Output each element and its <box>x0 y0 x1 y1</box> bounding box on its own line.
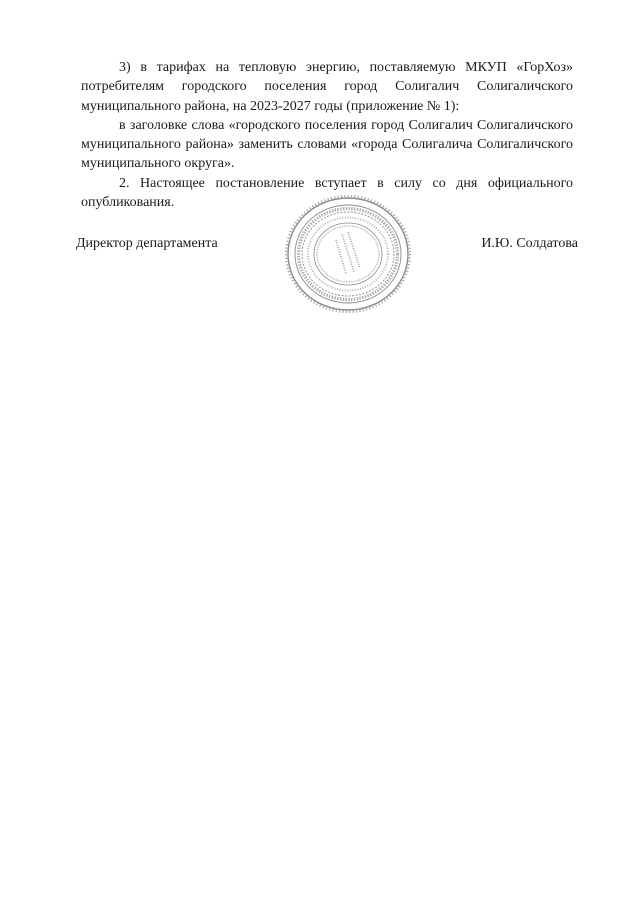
signature-name: И.Ю. Солдатова <box>481 236 578 251</box>
official-seal-stamp <box>284 194 412 314</box>
paragraph-tariffs-item: 3) в тарифах на тепловую энергию, поставляемую МКУП «ГорХоз» потребителям городского поселения город Солигалич Солигаличского муниципального района, на 2023-2027 годы (приложение № 1): <box>81 60 573 114</box>
paragraph-title-replacement: в заголовке слова «городского поселения город Солигалич Солигаличского муниципального района» заменить словами «города Солигалича Солигаличского муниципального округа». <box>81 117 573 172</box>
document-body <box>81 58 573 212</box>
paragraph-effective-date: 2. Настоящее постановление вступает в силу со дня официального опубликования. <box>81 175 573 211</box>
signature-title: Директор департамента <box>76 236 218 251</box>
